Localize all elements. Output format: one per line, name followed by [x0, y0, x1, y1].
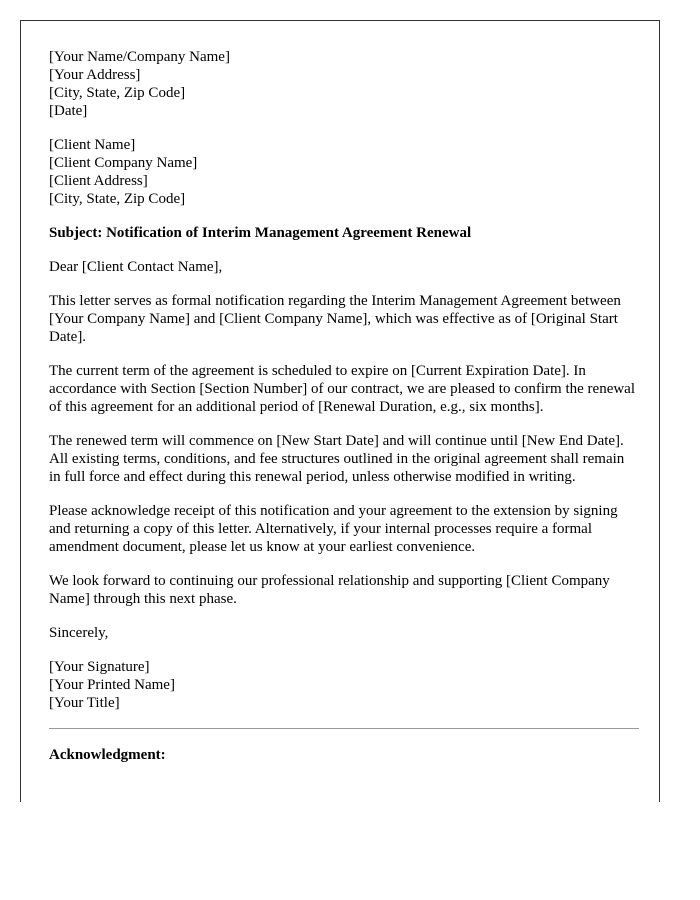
printed-name: [Your Printed Name] — [49, 677, 175, 693]
body-paragraph-4: Please acknowledge receipt of this notification and your agreement to the extension by signing and returning a copy of this letter. Alternatively, if your internal processes require a formal amendment document, please let us know at your earliest convenience. — [49, 503, 618, 555]
body-paragraph-2: The current term of the agreement is scheduled to expire on [Current Expiration Date]. In accordance with Section [Section Number] of our contract, we are pleased to confirm the renewal of this agreement for an additional period of [Renewal Duration, e.g., six months]. — [49, 363, 636, 415]
sender-name: [Your Name/Company Name] — [49, 49, 230, 65]
letter-page — [20, 20, 660, 802]
subject-line: Subject: Notification of Interim Management Agreement Renewal — [49, 225, 472, 241]
section-divider — [49, 728, 639, 729]
recipient-company: [Client Company Name] — [49, 155, 198, 171]
signature-line: [Your Signature] — [49, 659, 150, 675]
body-paragraph-5: We look forward to continuing our professional relationship and supporting [Client Company Name] through this next phase. — [49, 573, 610, 607]
closing: Sincerely, — [49, 625, 109, 641]
letter-content — [49, 48, 639, 764]
recipient-city-state-zip: [City, State, Zip Code] — [49, 191, 186, 207]
body-paragraph-3: The renewed term will commence on [New Start Date] and will continue until [New End Date]. All existing terms, conditions, and fee structures outlined in the original agreement shall remain in full force and effect during this renewal period, unless otherwise modified in writing. — [49, 433, 625, 485]
recipient-address: [Client Address] — [49, 173, 148, 189]
signature-block — [49, 658, 639, 712]
signer-title: [Your Title] — [49, 695, 120, 711]
recipient-name: [Client Name] — [49, 137, 136, 153]
sender-city-state-zip: [City, State, Zip Code] — [49, 85, 186, 101]
letter-date: [Date] — [49, 103, 88, 119]
acknowledgment-heading: Acknowledgment: — [49, 747, 166, 763]
sender-block — [49, 48, 639, 120]
sender-address: [Your Address] — [49, 67, 141, 83]
body-paragraph-1: This letter serves as formal notification regarding the Interim Management Agreement between [Your Company Name] and [Client Company Name], which was effective as of [Original Start Date]. — [49, 293, 621, 345]
salutation: Dear [Client Contact Name], — [49, 259, 223, 275]
recipient-block — [49, 136, 639, 208]
